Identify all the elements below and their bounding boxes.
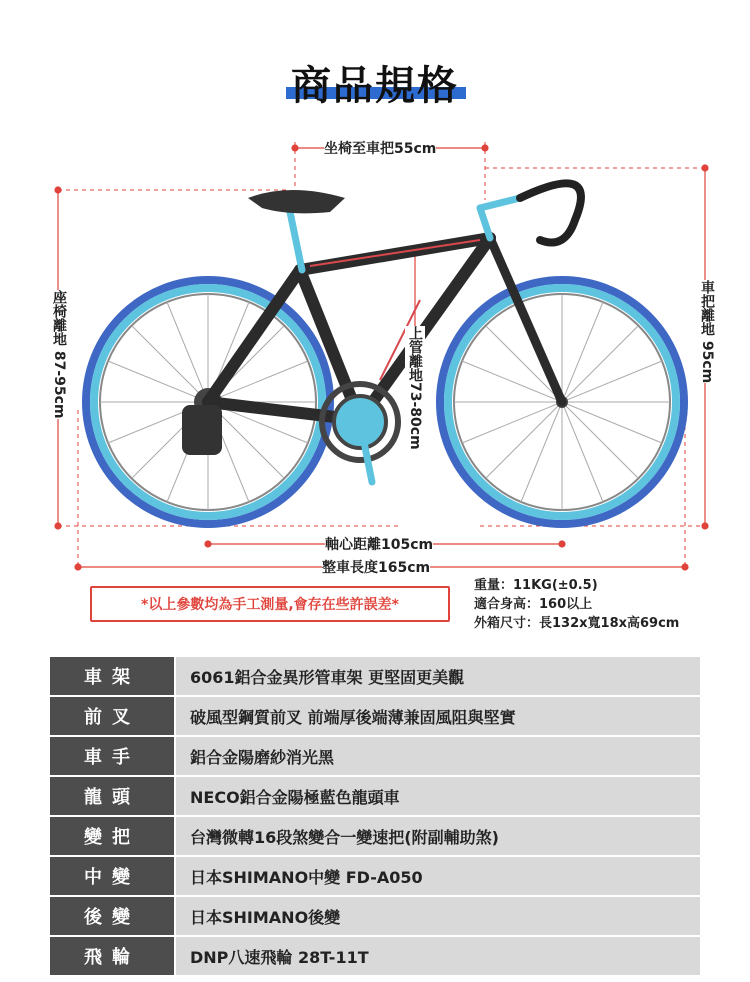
spec-value: 鋁合金陽磨紗消光黑 <box>174 737 700 775</box>
spec-label: 變把 <box>50 817 174 855</box>
page-title: 商品規格 <box>291 63 459 109</box>
weight-info: 重量：11KG(±0.5) <box>474 578 598 593</box>
table-row <box>50 897 700 935</box>
spec-label: 前叉 <box>50 697 174 735</box>
spec-value: 日本SHIMANO後變 <box>174 897 700 935</box>
height-info: 適合身高：160以上 <box>474 597 593 612</box>
spec-label: 龍頭 <box>50 777 174 815</box>
title-block <box>0 50 750 110</box>
spec-label: 中變 <box>50 857 174 895</box>
spec-label: 車架 <box>50 657 174 695</box>
top-tube-height-label: 上管離地73-80cm <box>407 326 423 450</box>
box-size-info: 外箱尺寸：長132x寬18x高69cm <box>474 616 680 631</box>
table-row <box>50 737 700 775</box>
measurement-note: *以上參數均為手工測量,會存在些許誤差* <box>90 586 450 622</box>
spec-label: 車手 <box>50 737 174 775</box>
table-row <box>50 937 700 975</box>
table-row <box>50 657 700 695</box>
seat-height-label: 座椅離地 87-95cm <box>51 290 67 419</box>
table-row <box>50 857 700 895</box>
spec-table <box>50 655 700 977</box>
spec-value: DNP八速飛輪 28T-11T <box>174 937 700 975</box>
spec-value: 破風型鋼質前叉 前端厚後端薄兼固風阻與堅實 <box>174 697 700 735</box>
spec-label: 後變 <box>50 897 174 935</box>
table-row <box>50 697 700 735</box>
handlebar-height-label: 車把離地 95cm <box>699 280 715 384</box>
spec-value: NECO鋁合金陽極藍色龍頭車 <box>174 777 700 815</box>
wheelbase-label: 軸心距離105cm <box>325 534 433 554</box>
spec-value: 6061鋁合金異形管車架 更堅固更美觀 <box>174 657 700 695</box>
total-length-label: 整車長度165cm <box>322 557 430 577</box>
package-info <box>474 576 679 633</box>
spec-value: 日本SHIMANO中變 FD-A050 <box>174 857 700 895</box>
bike-diagram <box>0 120 750 640</box>
table-row <box>50 777 700 815</box>
spec-value: 台灣微轉16段煞變合一變速把(附副輔助煞) <box>174 817 700 855</box>
seat-to-handlebar-label: 坐椅至車把55cm <box>324 138 436 158</box>
table-row <box>50 817 700 855</box>
spec-label: 飛輪 <box>50 937 174 975</box>
